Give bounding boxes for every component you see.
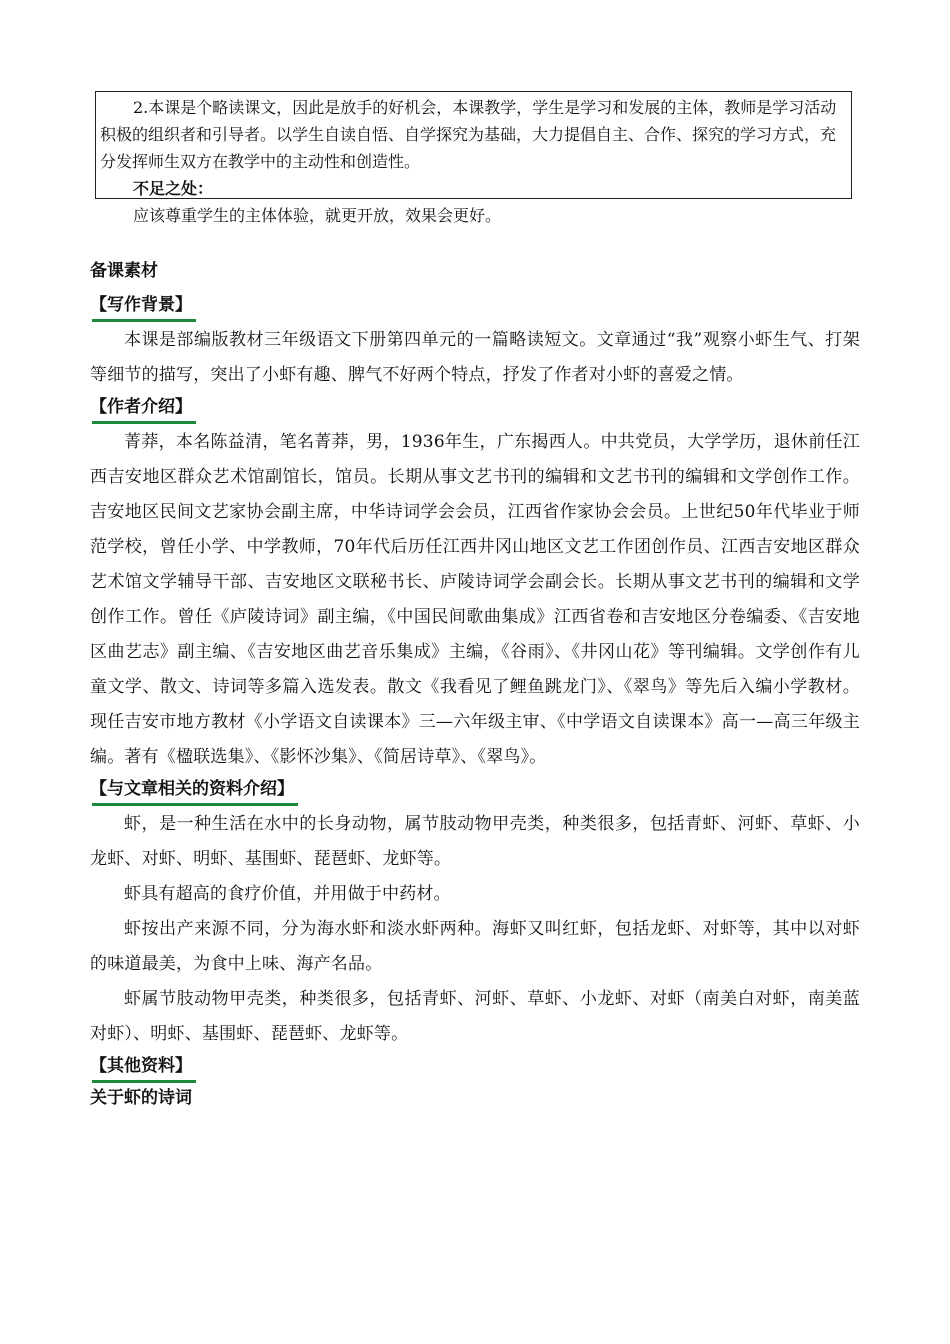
paragraph: 菁莽，本名陈益清，笔名菁莽，男，1936年生，广东揭西人。中共党员，大学学历，退休前任江西吉安地区群众艺术馆副馆长，馆员。长期从事文艺书刊的编辑和文艺书刊的编辑和文学创作工作。吉安地区民间文艺家协会副主席，中华诗词学会会员，江西省作家协会会员。上世纪50年代毕业于师范学校，曾任小学、中学教师，70年代后历任江西井冈山地区文艺工作团创作员、江西吉安地区群众艺术馆文学辅导干部、吉安地区文联秘书长、庐陵诗词学会副会长。长期从事文艺书刊的编辑和文学创作工作。曾任《庐陵诗词》副主编，《中国民间歌曲集成》江西省卷和吉安地区分卷编委、《吉安地区曲艺志》副主编、《吉安地区曲艺音乐集成》主编，《谷雨》、《井冈山花》等刊编辑。文学创作有儿童文学、散文、诗词等多篇入选发表。散文《我看见了鲤鱼跳龙门》、《翠鸟》等先后入编小学教材。现任吉安市地方教材《小学语文自读课本》三—六年级主审、《中学语文自读课本》高一—高三年级主编。著有《楹联选集》、《影怀沙集》、《简居诗草》、《翠鸟》。	[90, 432, 860, 767]
shortcoming-text: 应该尊重学生的主体体验，就更开放，效果会更好。	[133, 206, 502, 225]
paragraph: 虾具有超高的食疗价值，并用做于中药材。	[124, 884, 451, 904]
reflection-paragraph: 2.本课是个略读课文，因此是放手的好机会，本课教学，学生是学习和发展的主体，教师是学习活动积极的组织者和引导者。以学生自读自悟、自学探究为基础，大力提倡自主、合作、探究的学习方式，充分发挥师生双方在教学中的主动性和创造性。	[100, 98, 837, 171]
reflection-box	[95, 91, 852, 225]
poems-title: 关于虾的诗词	[90, 1088, 192, 1108]
materials-title: 备课素材	[90, 261, 158, 281]
section-heading-background: 【写作背景】	[90, 291, 860, 323]
section-heading-author: 【作者介绍】	[90, 393, 860, 425]
shortcoming-label: 不足之处：	[133, 179, 214, 198]
materials-content	[90, 257, 860, 1112]
paragraph: 虾属节肢动物甲壳类，种类很多，包括青虾、河虾、草虾、小龙虾、对虾（南美白对虾，南美蓝对虾）、明虾、基围虾、琵琶虾、龙虾等。	[90, 989, 860, 1044]
paragraph: 本课是部编版教材三年级语文下册第四单元的一篇略读短文。文章通过“我”观察小虾生气、打架等细节的描写，突出了小虾有趣、脾气不好两个特点，抒发了作者对小虾的喜爱之情。	[90, 330, 860, 385]
paragraph: 虾，是一种生活在水中的长身动物，属节肢动物甲壳类，种类很多，包括青虾、河虾、草虾、小龙虾、对虾、明虾、基围虾、琵琶虾、龙虾等。	[90, 814, 860, 869]
section-heading-other: 【其他资料】	[90, 1052, 860, 1084]
paragraph: 虾按出产来源不同，分为海水虾和淡水虾两种。海虾又叫红虾，包括龙虾、对虾等，其中以对虾的味道最美，为食中上味、海产名品。	[90, 919, 860, 974]
section-heading-related: 【与文章相关的资料介绍】	[90, 775, 860, 807]
